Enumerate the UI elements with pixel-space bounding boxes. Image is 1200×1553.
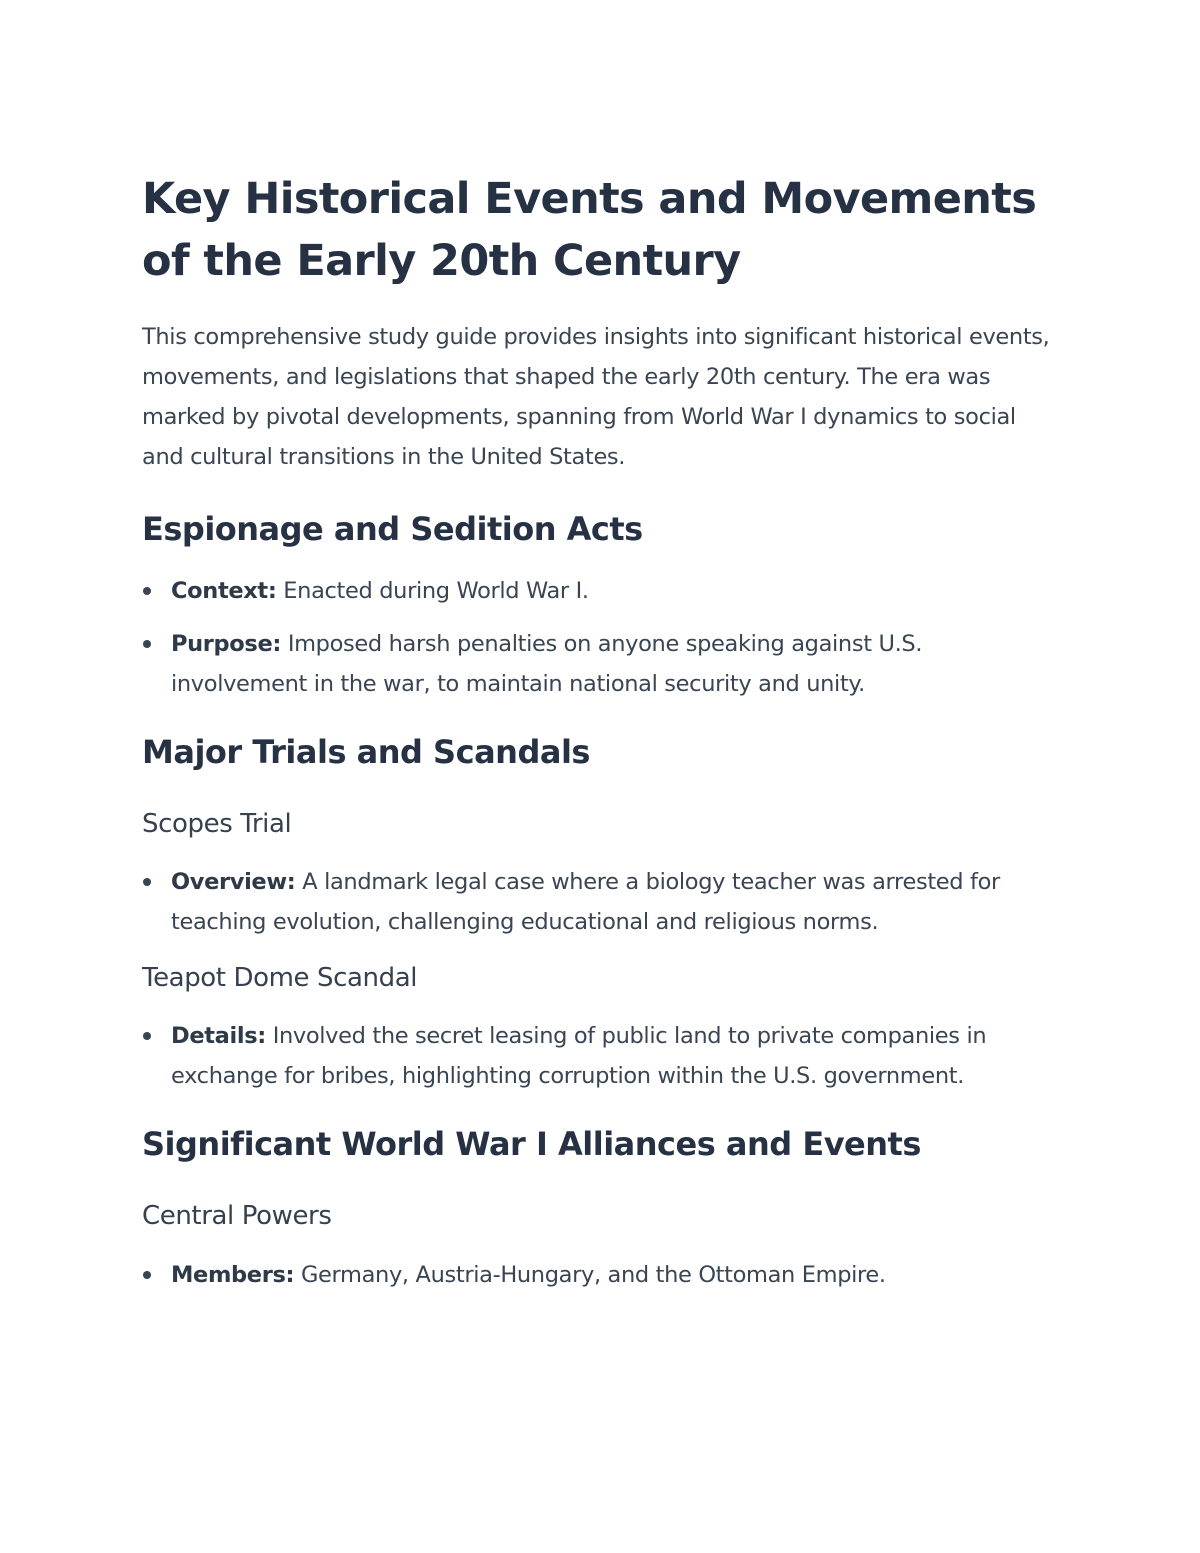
subheading-scopes-trial: Scopes Trial: [142, 809, 292, 839]
scopes-list: [142, 862, 1052, 942]
item-text: Involved the secret leasing of public land to private companies in exchange for bribes, highlighting corruption within the U.S. government.: [171, 1023, 987, 1089]
section-heading-trials: Major Trials and Scandals: [142, 733, 590, 771]
teapot-list: [142, 1016, 1052, 1096]
item-label: Overview:: [171, 869, 296, 895]
item-text: Enacted during World War I.: [276, 578, 589, 604]
list-item-details: [142, 1016, 1052, 1096]
central-powers-list: [142, 1255, 1052, 1295]
item-label: Members:: [171, 1262, 295, 1288]
intro-paragraph: This comprehensive study guide provides insights into significant historical events, movements, and legislations that shaped the early 20th century. The era was marked by pivotal developments, spanning from World War I dynamics to social and cultural transitions in the United States.: [142, 324, 1050, 470]
list-item-context: [142, 571, 1052, 611]
list-item-overview: [142, 862, 1052, 942]
espionage-list: [142, 571, 1052, 704]
item-label: Context:: [171, 578, 277, 604]
subheading-teapot-dome: Teapot Dome Scandal: [142, 963, 418, 993]
section-heading-ww1: Significant World War I Alliances and Events: [142, 1125, 921, 1163]
section-heading-espionage: Espionage and Sedition Acts: [142, 510, 643, 548]
subheading-central-powers: Central Powers: [142, 1201, 332, 1231]
list-item-purpose: [142, 624, 1052, 704]
item-label: Purpose:: [171, 631, 282, 657]
item-label: Details:: [171, 1023, 266, 1049]
item-text: Germany, Austria-Hungary, and the Ottoman Empire.: [294, 1262, 886, 1288]
item-text: Imposed harsh penalties on anyone speaking against U.S. involvement in the war, to maintain national security and unity.: [171, 631, 923, 697]
item-text: A landmark legal case where a biology teacher was arrested for teaching evolution, challenging educational and religious norms.: [171, 869, 1000, 935]
page-title: Key Historical Events and Movements of the Early 20th Century: [142, 174, 1037, 286]
list-item-members: [142, 1255, 1052, 1295]
document-page: [142, 168, 1052, 1295]
